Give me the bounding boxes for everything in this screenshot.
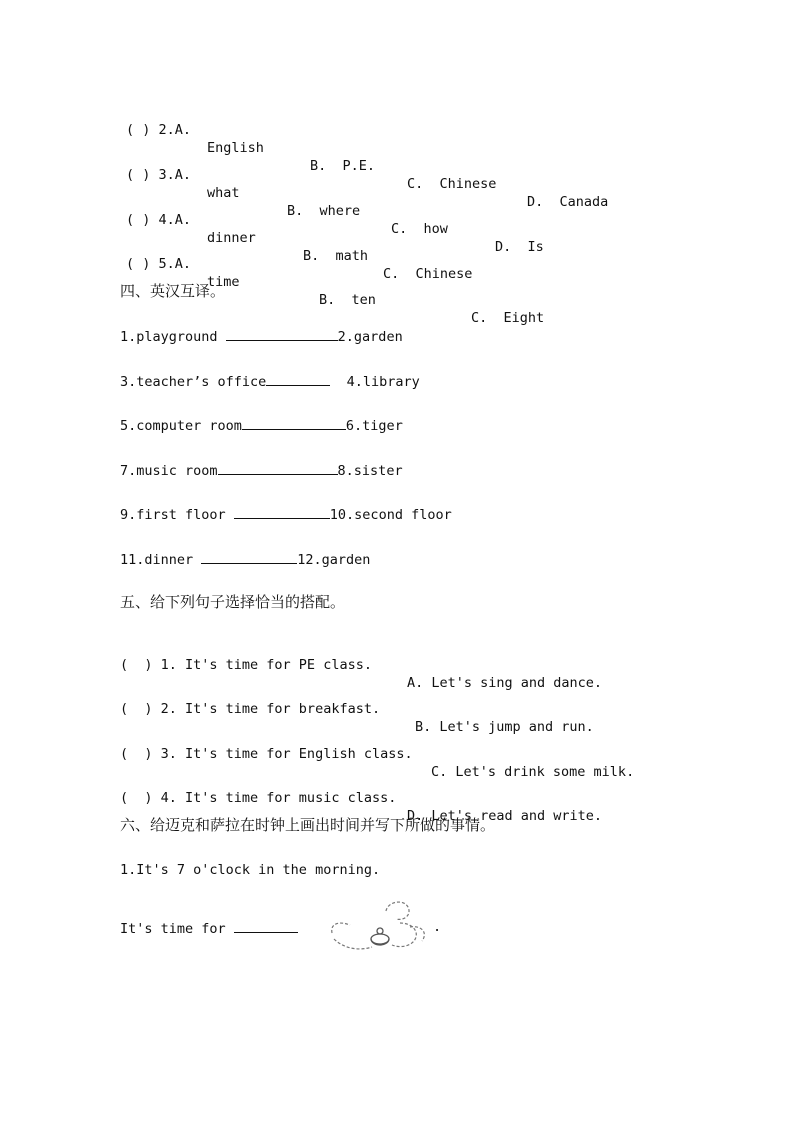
row-number: ( ) 4.A. (126, 212, 192, 228)
clock-sentence: 1.It's 7 o'clock in the morning. (120, 862, 381, 878)
breakfast-picture (326, 893, 436, 957)
translate-item: 9.first floor 10.second floor (120, 504, 452, 524)
option-a: dinner (207, 230, 256, 246)
answer-blank[interactable] (218, 460, 338, 475)
match-question: ( ) 4. It's time for music class. (120, 790, 397, 806)
option-b: B. P.E. (310, 158, 376, 174)
translate-item: 7.music room 8.sister (120, 460, 403, 480)
translate-item: 1.playground 2.garden (120, 326, 403, 346)
option-b: B. math (303, 248, 369, 264)
translate-item: 11.dinner 12.garden (120, 549, 370, 569)
answer-blank[interactable] (226, 326, 338, 341)
match-answer: D. Let's read and write. (407, 808, 603, 824)
option-d: D. Is (495, 239, 544, 255)
translate-item: 5.computer room 6.tiger (120, 415, 403, 435)
translate-item: 3.teacher’s office 4.library (120, 371, 420, 391)
match-question: ( ) 3. It's time for English class. (120, 746, 413, 762)
option-c: C. Chinese (407, 176, 497, 192)
answer-blank[interactable] (201, 549, 297, 564)
option-c: C. how (391, 221, 448, 237)
time-for-prompt: It's time for (120, 918, 298, 938)
match-answer: C. Let's drink some milk. (431, 764, 635, 780)
option-c: C. Eight (471, 310, 545, 326)
match-answer: A. Let's sing and dance. (407, 675, 603, 691)
option-a: time (207, 274, 240, 290)
answer-blank[interactable] (266, 371, 330, 386)
option-a: what (207, 185, 240, 201)
option-b: B. ten (319, 292, 376, 308)
option-b: B. where (287, 203, 361, 219)
row-number: ( ) 2.A. (126, 122, 192, 138)
match-question: ( ) 2. It's time for breakfast. (120, 701, 381, 717)
section-heading-6: 六、给迈克和萨拉在时钟上画出时间并写下所做的事情。 (120, 816, 496, 834)
sentence-period: . (433, 919, 442, 935)
section-heading-4: 四、英汉互译。 (120, 282, 226, 300)
option-d: D. Canada (527, 194, 609, 210)
row-number: ( ) 3.A. (126, 167, 192, 183)
row-number: ( ) 5.A. (126, 256, 192, 272)
answer-blank[interactable] (234, 504, 330, 519)
section-heading-5: 五、给下列句子选择恰当的搭配。 (120, 593, 346, 611)
option-c: C. Chinese (383, 266, 473, 282)
answer-blank[interactable] (234, 918, 298, 933)
option-a: English (207, 140, 264, 156)
answer-blank[interactable] (242, 415, 346, 430)
match-answer: B. Let's jump and run. (415, 719, 594, 735)
match-question: ( ) 1. It's time for PE class. (120, 657, 372, 673)
